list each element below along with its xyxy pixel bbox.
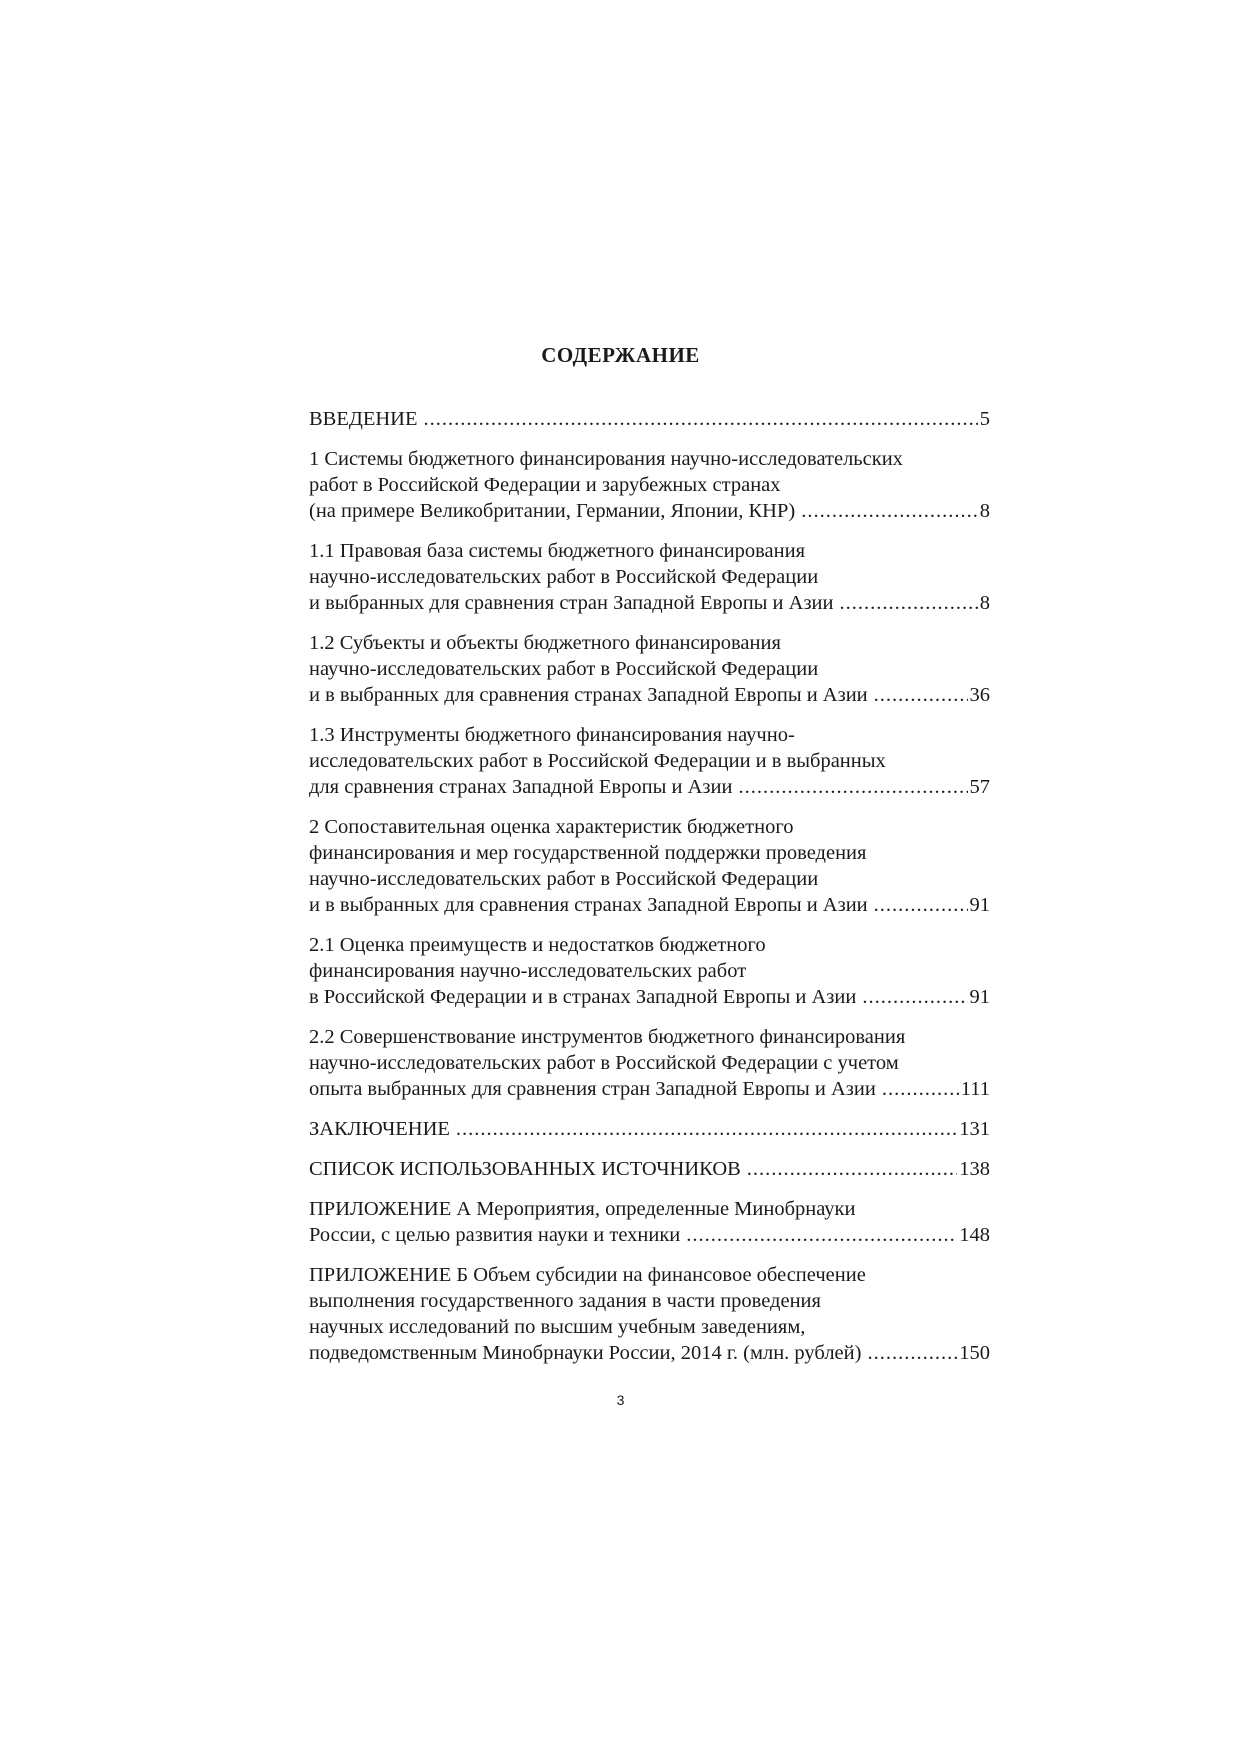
- table-of-contents: [309, 406, 990, 1380]
- toc-entry[interactable]: [309, 814, 990, 918]
- toc-entry-text: СПИСОК ИСПОЛЬЗОВАННЫХ ИСТОЧНИКОВ: [309, 1158, 741, 1180]
- toc-entry-line: выполнения государственного задания в части проведения: [309, 1290, 821, 1312]
- toc-entry-line: 2.2 Совершенствование инструментов бюджетного финансирования: [309, 1026, 906, 1048]
- toc-entry[interactable]: [309, 1262, 990, 1366]
- toc-entry-line: 2 Сопоставительная оценка характеристик бюджетного: [309, 816, 794, 838]
- toc-entry-line: 1 Системы бюджетного финансирования научно-исследовательских: [309, 448, 903, 470]
- toc-entry[interactable]: [309, 1156, 990, 1182]
- toc-entry-text: и в выбранных для сравнения странах Западной Европы и Азии: [309, 894, 868, 916]
- toc-entry-final-line: [309, 498, 990, 524]
- toc-page-number: 148: [959, 1224, 990, 1246]
- toc-entry-text: ВВЕДЕНИЕ: [309, 408, 418, 430]
- toc-entry-text: в Российской Федерации и в странах Западной Европы и Азии: [309, 986, 857, 1008]
- toc-entry-line: 1.3 Инструменты бюджетного финансирования научно-: [309, 724, 795, 746]
- toc-entry-final-line: [309, 774, 990, 800]
- toc-entry-final-line: [309, 892, 990, 918]
- toc-page-number: 8: [979, 500, 990, 522]
- toc-entry-final-line: [309, 1076, 990, 1102]
- dot-leader: [738, 774, 967, 800]
- dot-leader: [801, 498, 978, 524]
- dot-leader: [874, 892, 968, 918]
- toc-entry[interactable]: [309, 722, 990, 800]
- dot-leader: [424, 406, 978, 432]
- toc-entry-line: научно-исследовательских работ в Российской Федерации: [309, 566, 819, 588]
- toc-entry-final-line: [309, 590, 990, 616]
- toc-entry[interactable]: [309, 1116, 990, 1142]
- toc-entry[interactable]: [309, 1196, 990, 1248]
- toc-page-number: 91: [969, 894, 990, 916]
- toc-page-number: 131: [959, 1118, 990, 1140]
- toc-entry-final-line: [309, 406, 990, 432]
- toc-entry[interactable]: [309, 406, 990, 432]
- toc-entry-text: для сравнения странах Западной Европы и Азии: [309, 776, 733, 798]
- toc-entry[interactable]: [309, 630, 990, 708]
- toc-entry-text: подведомственным Минобрнауки России, 2014 г. (млн. рублей): [309, 1342, 862, 1364]
- page-number: 3: [616, 1392, 625, 1408]
- toc-entry-line: работ в Российской Федерации и зарубежных странах: [309, 474, 781, 496]
- page-title: СОДЕРЖАНИЕ: [541, 343, 700, 367]
- dot-leader: [874, 682, 968, 708]
- toc-entry-text: России, с целью развития науки и техники: [309, 1224, 681, 1246]
- dot-leader: [686, 1222, 957, 1248]
- toc-entry[interactable]: [309, 932, 990, 1010]
- toc-entry-line: 2.1 Оценка преимуществ и недостатков бюджетного: [309, 934, 766, 956]
- toc-entry-line: 1.1 Правовая база системы бюджетного финансирования: [309, 540, 806, 562]
- dot-leader: [882, 1076, 959, 1102]
- dot-leader: [862, 984, 967, 1010]
- toc-entry-final-line: [309, 984, 990, 1010]
- toc-page-number: 57: [969, 776, 990, 798]
- toc-entry-final-line: [309, 1340, 990, 1366]
- toc-entry-line: научных исследований по высшим учебным заведениям,: [309, 1316, 806, 1338]
- toc-entry-line: исследовательских работ в Российской Федерации и в выбранных: [309, 750, 886, 772]
- toc-entry-final-line: [309, 682, 990, 708]
- toc-page-number: 138: [959, 1158, 990, 1180]
- toc-entry-text: ЗАКЛЮЧЕНИЕ: [309, 1118, 450, 1140]
- toc-page-number: 5: [979, 408, 990, 430]
- dot-leader: [867, 1340, 957, 1366]
- toc-page-number: 36: [969, 684, 990, 706]
- toc-entry-line: научно-исследовательских работ в Российской Федерации: [309, 658, 819, 680]
- toc-entry-final-line: [309, 1156, 990, 1182]
- toc-entry[interactable]: [309, 446, 990, 524]
- toc-entry-final-line: [309, 1222, 990, 1248]
- toc-page-number: 111: [960, 1078, 990, 1100]
- dot-leader: [456, 1116, 957, 1142]
- toc-entry[interactable]: [309, 1024, 990, 1102]
- toc-entry-line: ПРИЛОЖЕНИЕ А Мероприятия, определенные Минобрнауки: [309, 1198, 856, 1220]
- toc-entry-line: 1.2 Субъекты и объекты бюджетного финансирования: [309, 632, 781, 654]
- dot-leader: [747, 1156, 957, 1182]
- toc-page-number: 91: [969, 986, 990, 1008]
- toc-entry-line: научно-исследовательских работ в Российской Федерации: [309, 868, 819, 890]
- toc-entry-final-line: [309, 1116, 990, 1142]
- toc-entry-line: ПРИЛОЖЕНИЕ Б Объем субсидии на финансовое обеспечение: [309, 1264, 866, 1286]
- toc-page-number: 150: [959, 1342, 990, 1364]
- toc-entry[interactable]: [309, 538, 990, 616]
- toc-entry-line: научно-исследовательских работ в Российской Федерации с учетом: [309, 1052, 899, 1074]
- toc-entry-line: финансирования и мер государственной поддержки проведения: [309, 842, 867, 864]
- toc-entry-text: и в выбранных для сравнения странах Западной Европы и Азии: [309, 684, 868, 706]
- dot-leader: [840, 590, 978, 616]
- toc-entry-text: (на примере Великобритании, Германии, Японии, КНР): [309, 500, 796, 522]
- toc-page-number: 8: [979, 592, 990, 614]
- toc-entry-text: опыта выбранных для сравнения стран Западной Европы и Азии: [309, 1078, 876, 1100]
- toc-entry-text: и выбранных для сравнения стран Западной Европы и Азии: [309, 592, 834, 614]
- toc-entry-line: финансирования научно-исследовательских работ: [309, 960, 747, 982]
